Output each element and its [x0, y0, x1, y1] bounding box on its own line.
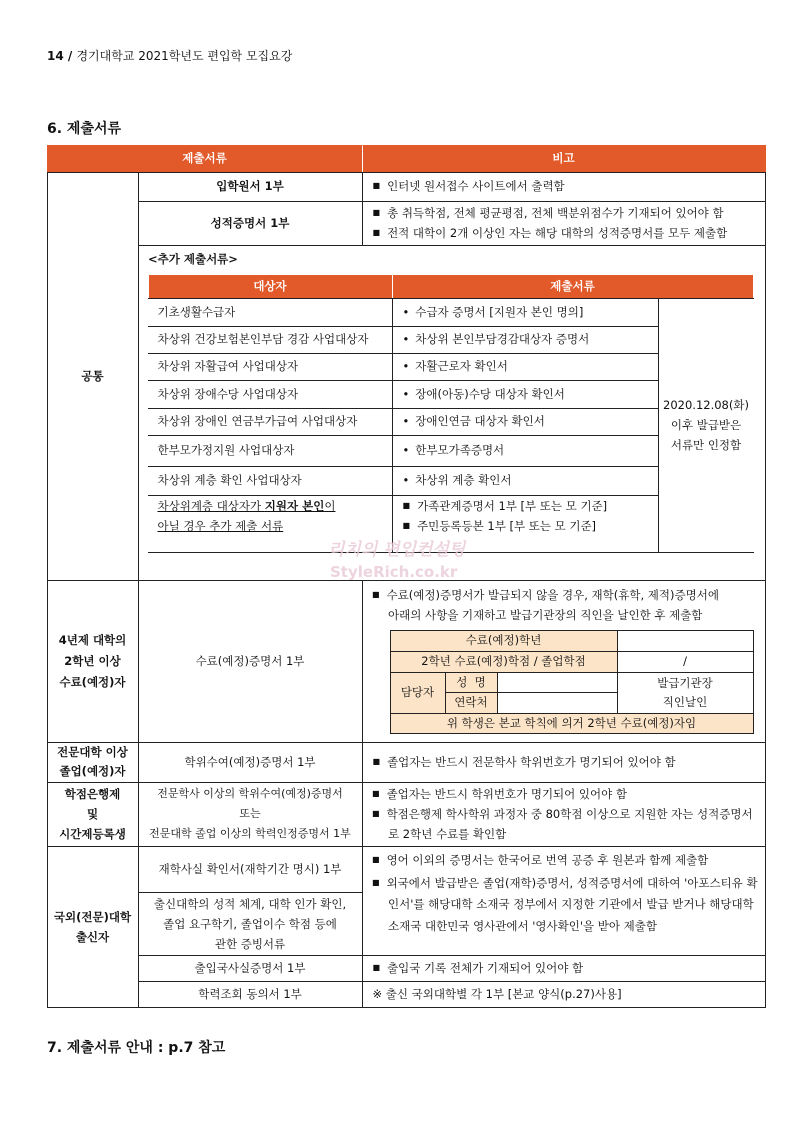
doc-immigration: 출입국사실증명서 1부 [138, 955, 363, 982]
note-immigration: ■ 출입국 기록 전체가 기재되어 있어야 함 [362, 955, 766, 982]
watermark-url: StyleRich.co.kr [330, 563, 458, 581]
form-name-value[interactable] [497, 672, 618, 693]
watermark: 리치의 편입컨설팅 [328, 540, 466, 560]
extra-row-target: 차상위 건강보험본인부담 경감 사업대상자 [148, 326, 393, 354]
extra-row-doc [392, 298, 659, 327]
form-name-label: 성 명 [445, 672, 498, 693]
note-consent: ※ 출신 국외대학별 각 1부 [본교 양식(p.27)사용] [362, 981, 766, 1008]
extra-row-target: 차상위 장애인 연금부가급여 사업대상자 [148, 408, 393, 436]
extra-row-target: 차상위 자활급여 사업대상자 [148, 353, 393, 381]
form-credit-label: 2학년 수료(예정)학점 / 졸업학점 [390, 651, 618, 673]
extra-row-doc [392, 466, 659, 496]
section-7-title: 7. 제출서류 안내 : p.7 참고 [47, 1040, 226, 1056]
extra-row-doc [392, 408, 659, 436]
separator: / [67, 49, 73, 63]
category-college: 전문대학 이상 졸업(예정)자 [47, 742, 139, 783]
form-credit-value[interactable]: / [617, 651, 754, 673]
note-application: ■ 인터넷 원서접수 사이트에서 출력함 [362, 172, 766, 202]
form-contact-value[interactable] [497, 692, 618, 714]
section-title: 6. 제출서류 [47, 121, 122, 137]
category-common: 공통 [47, 172, 139, 581]
extra-row-doc [392, 326, 659, 354]
extra-row-doc [392, 435, 659, 467]
form-grade-value[interactable] [617, 630, 754, 652]
extra-row-last-docs: ■ 가족관계증명서 1부 [부 또는 모 기준] ■ 주민등록등본 1부 [부 또는 모 기준] [392, 495, 659, 553]
doc-completion: 수료(예정)증명서 1부 [138, 580, 363, 743]
extra-row-doc [392, 353, 659, 381]
note-degree: ■ 졸업자는 반드시 전문학사 학위번호가 명기되어 있어야 함 [362, 742, 766, 783]
form-seal: 발급기관장 직인날인 [617, 672, 754, 714]
extra-row-target: 한부모가정지원 사업대상자 [148, 435, 393, 467]
extra-row-target: 차상위 계층 확인 사업대상자 [148, 466, 393, 496]
doc-title: 경기대학교 2021학년도 편입학 모집요강 [76, 49, 293, 63]
extra-date-note: 2020.12.08(화) 이후 발급받은 서류만 인정함 [658, 298, 754, 553]
extra-header-target: 대상자 [148, 274, 393, 299]
extra-row-doc-text: • 수급자 증명서 [지원자 본인 명의] [403, 303, 584, 321]
page-number: 14 [47, 49, 64, 63]
extra-row-doc-text: • 차상위 본인부담경감대상자 증명서 [403, 330, 590, 348]
extra-row-doc-text: • 장애인연금 대상자 확인서 [403, 412, 545, 430]
extra-row-doc-text: • 장애(아동)수당 대상자 확인서 [403, 385, 565, 403]
form-contact-label: 연락처 [445, 692, 498, 714]
note-completion-text: ■ 수료(예정)증명서가 발급되지 않을 경우, 재학(휴학, 제적)증명서에 아래의 사항을 기재하고 발급기관장의 직인을 날인한 후 제출함 [372, 585, 762, 625]
note-transcript: ■ 총 취득학점, 전체 평균평점, 전체 백분위점수가 기재되어 있어야 함 ■ 전적 대학이 2개 이상인 자는 해당 대학의 성적증명서를 모두 제출함 [362, 201, 766, 246]
extra-row-doc [392, 380, 659, 409]
doc-transcript: 성적증명서 1부 [138, 201, 363, 246]
extra-header-docs: 제출서류 [392, 274, 754, 299]
extra-docs-title: <추가 제출서류> [148, 252, 238, 266]
note-credit-bank-text: ■ 졸업자는 반드시 학위번호가 명기되어 있어야 함 ■ 학점은행제 학사학위 과정자 중 80학점 이상으로 지원한 자는 성적증명서로 2학년 수료를 확인함 [372, 784, 760, 844]
doc-consent: 학력조회 동의서 1부 [138, 981, 363, 1008]
form-footer: 위 학생은 본교 학칙에 의거 2학년 수료(예정)자임 [390, 713, 754, 734]
doc-degree: 학위수여(예정)증명서 1부 [138, 742, 363, 783]
extra-row-doc-text: • 차상위 계층 확인서 [403, 471, 512, 489]
form-manager-label: 담당자 [390, 672, 446, 714]
doc-application: 입학원서 1부 [138, 172, 363, 202]
extra-row-last-target: 차상위계층 대상자가 지원자 본인이 아닐 경우 추가 제출 서류 [148, 495, 393, 553]
doc-enrollment: 재학사실 확인서(재학기간 명시) 1부 [138, 846, 363, 893]
category-credit-bank: 학점은행제 및 시간제등록생 [47, 782, 139, 847]
extra-row-doc-text: • 한부모가족증명서 [403, 441, 505, 459]
header-docs: 제출서류 [47, 145, 363, 173]
extra-row-target: 기초생활수급자 [148, 298, 393, 327]
doc-accreditation: 출신대학의 성적 체계, 대학 인가 확인, 졸업 요구학기, 졸업이수 학점 등에 관한 증빙서류 [138, 892, 363, 956]
header-notes: 비고 [362, 145, 766, 173]
running-header [47, 47, 292, 64]
category-foreign: 국외(전문)대학 출신자 [47, 846, 139, 1008]
extra-row-doc-text: • 자활근로자 확인서 [403, 357, 508, 375]
category-four-year: 4년제 대학의 2학년 이상 수료(예정)자 [47, 580, 139, 743]
form-grade-label: 수료(예정)학년 [390, 630, 618, 652]
doc-credit-bank: 전문학사 이상의 학위수여(예정)증명서 또는 전문대학 졸업 이상의 학력인정증명서 1부 [138, 782, 363, 847]
note-foreign-text: ■ 영어 이외의 증명서는 한국어로 번역 공증 후 원본과 함께 제출함 ■ 외국에서 발급받은 졸업(재학)증명서, 성적증명서에 대하여 '아포스티유 확인서'를 해당대학 소재국 정부에서 지정한 기관에서 발급 받거나 해당대학 소재국 대한민국 영사관에서 '영사확인'을 받아 제출함 [372, 849, 762, 937]
extra-row-target: 차상위 장애수당 사업대상자 [148, 380, 393, 409]
